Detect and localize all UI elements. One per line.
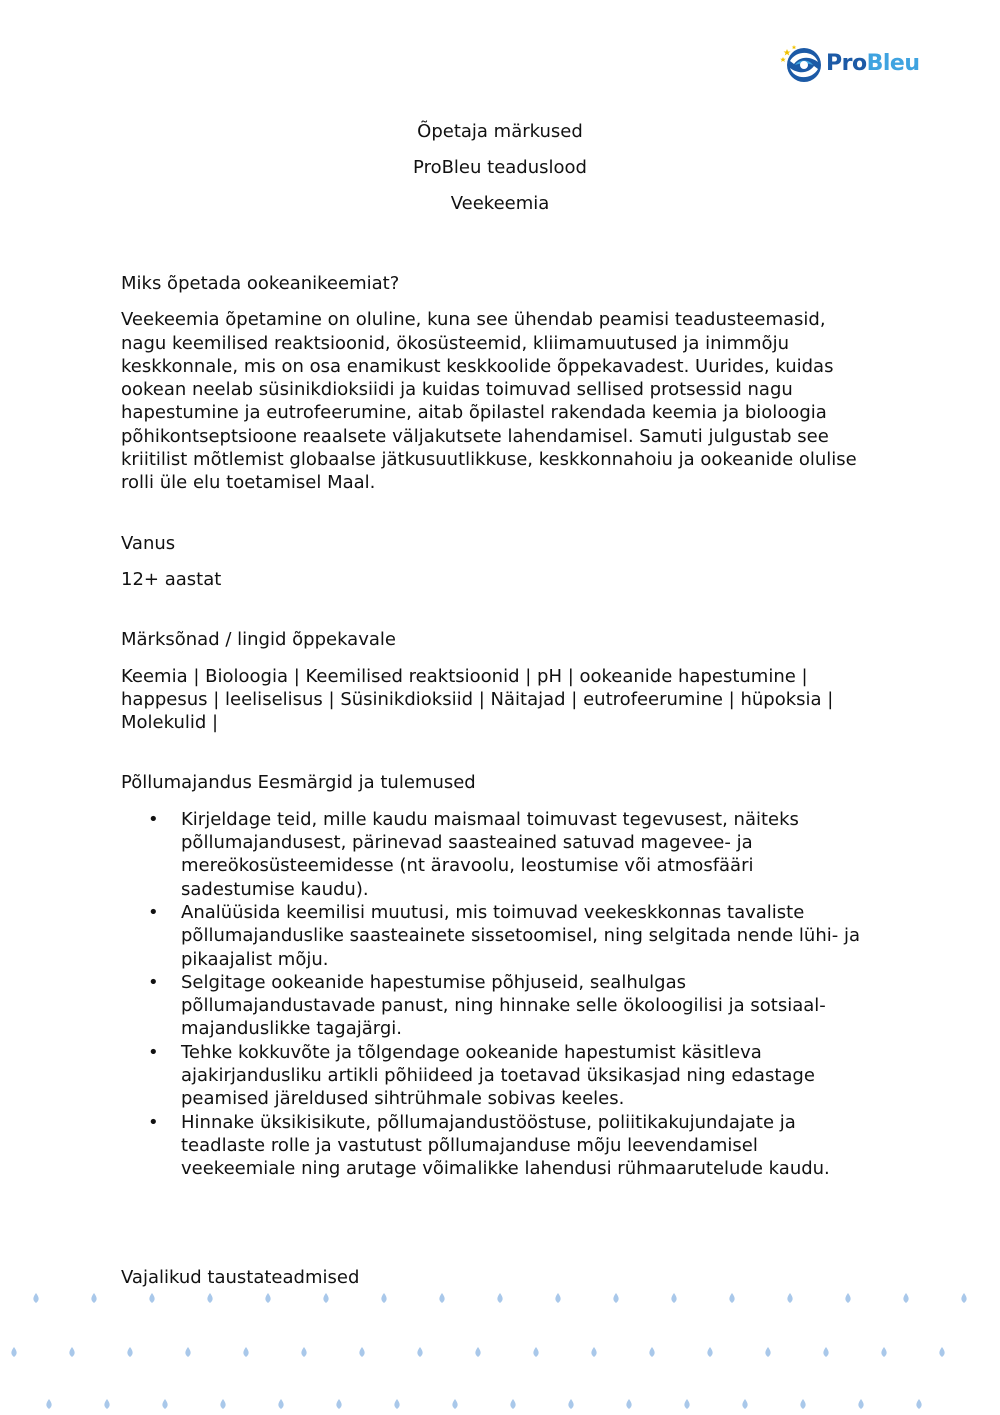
droplet-dot-icon	[323, 1293, 328, 1303]
why-line: keskkonnale, mis on osa enamikust keskkoolide õppekavadest. Uurides, kuidas	[121, 355, 834, 377]
bullet-icon: •	[148, 901, 159, 923]
droplet-dot-icon	[858, 1399, 863, 1409]
age-value: 12+ aastat	[121, 568, 222, 590]
why-line: ookean neelab süsinikdioksiidi ja kuidas toimuvad sellised protsessid nagu	[121, 379, 793, 401]
decorative-dot-pattern	[0, 1285, 1000, 1415]
droplet-dot-icon	[787, 1293, 792, 1303]
probleu-logo-text	[826, 53, 920, 75]
keywords-line: Keemia | Bioloogia | Keemilised reaktsioonid | pH | ookeanide hapestumine |	[121, 665, 808, 687]
droplet-dot-icon	[881, 1347, 886, 1357]
background-heading: Vajalikud taustateadmised	[121, 1266, 360, 1288]
why-line: nagu keemilised reaktsioonid, ökosüsteemid, kliimamuutused ja inimmõju	[121, 332, 789, 354]
droplet-dot-icon	[916, 1399, 921, 1409]
goal-line: Tehke kokkuvõte ja tõlgendage ookeanide hapestumist käsitleva	[181, 1041, 762, 1063]
droplet-dot-icon	[684, 1399, 689, 1409]
list-item	[148, 971, 891, 1041]
goal-line: pikaajalist mõju.	[181, 948, 329, 970]
droplet-dot-icon	[533, 1347, 538, 1357]
droplet-dot-icon	[417, 1347, 422, 1357]
droplet-dot-icon	[497, 1293, 502, 1303]
droplet-dot-icon	[69, 1347, 74, 1357]
list-item	[148, 808, 891, 901]
goal-line: peamised järeldused sihtrühmale sobivas keeles.	[181, 1088, 625, 1110]
droplet-dot-icon	[33, 1293, 38, 1303]
document-body	[121, 272, 891, 1302]
why-paragraph	[121, 308, 891, 494]
logo-text-pro: Pro	[826, 51, 867, 76]
droplet-dot-icon	[823, 1347, 828, 1357]
list-item	[148, 1111, 891, 1181]
droplet-dot-icon	[707, 1347, 712, 1357]
droplet-dot-icon	[961, 1293, 966, 1303]
goal-line: veekeemiale ning arutage võimalikke lahendusi rühmaarutelude kaudu.	[181, 1158, 830, 1180]
bullet-icon: •	[148, 1111, 159, 1133]
bullet-icon: •	[148, 1041, 159, 1063]
droplet-dot-icon	[765, 1347, 770, 1357]
droplet-dot-icon	[11, 1347, 16, 1357]
bullet-icon: •	[148, 808, 159, 830]
goal-line: põllumajandusest, pärinevad saasteained satuvad magevee- ja	[181, 832, 753, 854]
goal-line: sadestumise kaudu).	[181, 878, 369, 900]
droplet-dot-icon	[127, 1347, 132, 1357]
bullet-icon: •	[148, 971, 159, 993]
droplet-dot-icon	[301, 1347, 306, 1357]
droplet-dot-icon	[568, 1399, 573, 1409]
why-line: rolli üle elu toetamisel Maal.	[121, 472, 376, 494]
droplet-dot-icon	[162, 1399, 167, 1409]
goal-line: põllumajanduslike saasteainete sissetoomisel, ning selgitada nende lühi- ja	[181, 925, 860, 947]
droplet-dot-icon	[452, 1399, 457, 1409]
droplet-dot-icon	[381, 1293, 386, 1303]
goal-line: teadlaste rolle ja vastutust põllumajanduse mõju leevendamisel	[181, 1134, 758, 1156]
keywords-line: happesus | leeliselisus | Süsinikdioksiid | Näitajad | eutrofeerumine | hüpoksia |	[121, 688, 834, 710]
probleu-logo-icon	[780, 44, 822, 84]
droplet-dot-icon	[613, 1293, 618, 1303]
goals-heading: Põllumajandus Eesmärgid ja tulemused	[121, 772, 476, 794]
droplet-dot-icon	[149, 1293, 154, 1303]
droplet-dot-icon	[729, 1293, 734, 1303]
goal-line: majanduslikke tagajärgi.	[181, 1018, 403, 1040]
goal-line: Hinnake üksikisikute, põllumajandustööstuse, poliitikakujundajate ja	[181, 1111, 796, 1133]
droplet-dot-icon	[555, 1293, 560, 1303]
droplet-dot-icon	[591, 1347, 596, 1357]
age-heading: Vanus	[121, 532, 176, 554]
droplet-dot-icon	[185, 1347, 190, 1357]
droplet-dot-icon	[903, 1293, 908, 1303]
header-line-1: Õpetaja märkused	[417, 121, 583, 142]
droplet-dot-icon	[207, 1293, 212, 1303]
droplet-dot-icon	[939, 1347, 944, 1357]
goal-line: põllumajandustavade panust, ning hinnake selle ökoloogilisi ja sotsiaal-	[181, 995, 826, 1017]
why-line: põhikontseptsioone reaalsete väljakutsete lahendamisel. Samuti julgustab see	[121, 425, 829, 447]
header-line-2: ProBleu teaduslood	[413, 157, 587, 178]
list-item	[148, 1041, 891, 1111]
why-line: Veekeemia õpetamine on oluline, kuna see ühendab peamisi teadusteemasid,	[121, 309, 826, 331]
droplet-dot-icon	[742, 1399, 747, 1409]
goal-line: Selgitage ookeanide hapestumise põhjuseid, sealhulgas	[181, 971, 686, 993]
droplet-dot-icon	[800, 1399, 805, 1409]
goal-line: Kirjeldage teid, mille kaudu maismaal toimuvast tegevusest, näiteks	[181, 808, 799, 830]
header-line-3: Veekeemia	[450, 193, 550, 214]
droplet-dot-icon	[394, 1399, 399, 1409]
why-heading: Miks õpetada ookeanikeemiat?	[121, 273, 400, 294]
droplet-dot-icon	[104, 1399, 109, 1409]
droplet-dot-icon	[649, 1347, 654, 1357]
droplet-dot-icon	[510, 1399, 515, 1409]
document-header	[0, 119, 1000, 227]
keywords-paragraph	[121, 665, 891, 735]
goal-line: mereökosüsteemidesse (nt äravoolu, leostumise või atmosfääri	[181, 855, 754, 877]
goal-line: ajakirjandusliku artikli põhiideed ja toetavad üksikasjad ning edastage	[181, 1065, 815, 1087]
droplet-dot-icon	[265, 1293, 270, 1303]
why-line: hapestumine ja eutrofeerumine, aitab õpilastel rakendada keemia ja bioloogia	[121, 402, 827, 424]
logo-text-bleu: Bleu	[866, 51, 920, 76]
droplet-dot-icon	[475, 1347, 480, 1357]
droplet-dot-icon	[91, 1293, 96, 1303]
probleu-logo	[780, 44, 920, 84]
goal-line: Analüüsida keemilisi muutusi, mis toimuvad veekeskkonnas tavaliste	[181, 901, 805, 923]
droplet-dot-icon	[359, 1347, 364, 1357]
list-item	[148, 901, 891, 971]
goals-list	[121, 808, 891, 1181]
droplet-dot-icon	[336, 1399, 341, 1409]
droplet-dot-icon	[845, 1293, 850, 1303]
droplet-dot-icon	[278, 1399, 283, 1409]
why-line: kriitilist mõtlemist globaalse jätkusuutlikkuse, keskkonnahoiu ja ookeanide olulise	[121, 449, 857, 471]
droplet-dot-icon	[671, 1293, 676, 1303]
droplet-dot-icon	[220, 1399, 225, 1409]
droplet-dot-icon	[243, 1347, 248, 1357]
keywords-heading: Märksõnad / lingid õppekavale	[121, 629, 396, 651]
droplet-dot-icon	[626, 1399, 631, 1409]
droplet-dot-icon	[439, 1293, 444, 1303]
keywords-line: Molekulid |	[121, 712, 219, 734]
droplet-dot-icon	[46, 1399, 51, 1409]
